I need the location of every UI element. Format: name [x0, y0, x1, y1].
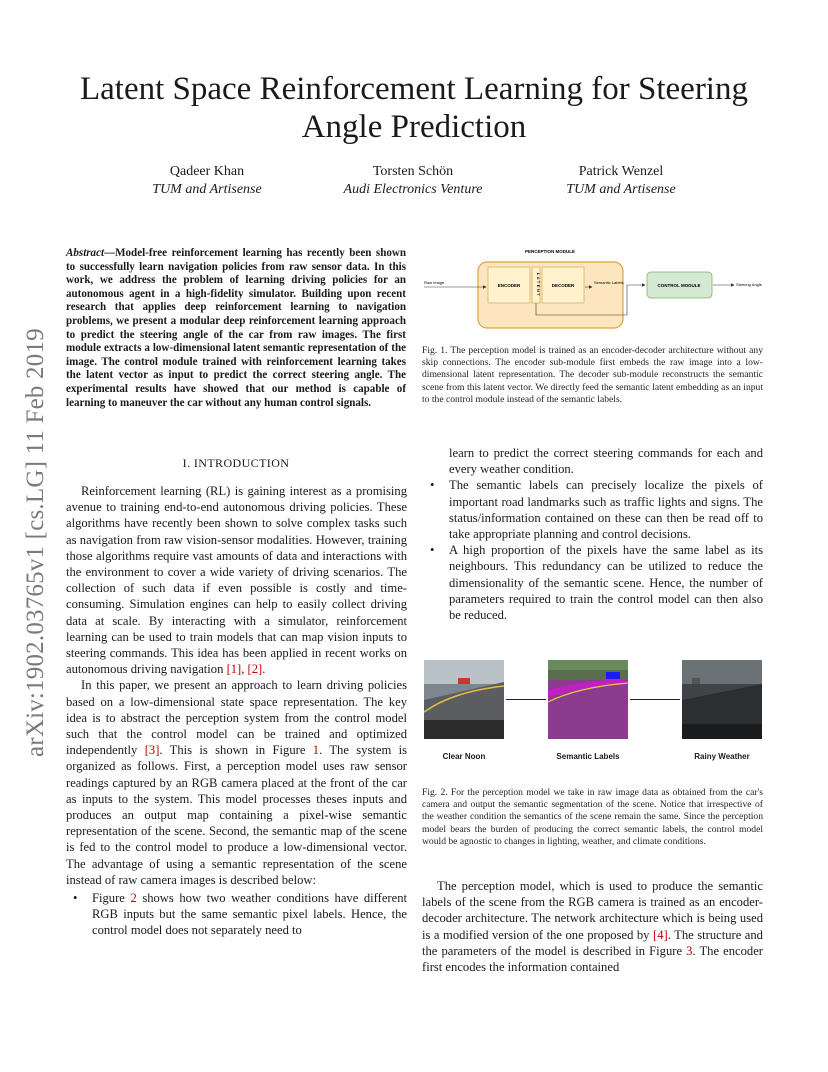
- text-run: The perception model, which is used to produce the semantic labels of the scene from the RGB camera is trained as an encoder-decoder architecture. The network architecture which is being used is a modified version of the one proposed by: [422, 879, 763, 942]
- text-run: . This is shown in Figure: [159, 743, 313, 758]
- text-run: .: [262, 662, 266, 677]
- bullet-glyph: •: [73, 891, 78, 906]
- text-run: shows how two weather conditions have different RGB inputs but the same semantic pixel labels. Hence, the control model does not separately need to: [92, 891, 407, 938]
- author-name: Patrick Wenzel: [578, 164, 664, 179]
- figure-link[interactable]: 3: [686, 943, 693, 958]
- bullet-glyph: •: [430, 478, 435, 493]
- figure-link[interactable]: 1: [312, 743, 320, 758]
- citation-link[interactable]: [2]: [247, 662, 263, 677]
- control-module-label: CONTROL MODULE: [657, 283, 701, 288]
- citation-link[interactable]: [1]: [226, 662, 242, 677]
- section-heading-introduction: I. INTRODUCTION: [182, 456, 290, 470]
- text-run: In this paper, we present an approach to learn driving policies based on a low-dimensional state space representation. The key idea is to abstract the perception system from the control model such that the control model can be trained and optimized independently: [66, 678, 407, 758]
- author-1: [102, 163, 312, 199]
- paragraph: [66, 677, 407, 888]
- clear-noon-photo: [424, 660, 504, 739]
- text-run: Reinforcement learning (RL) is gaining interest as a promising avenue to training end-to-end autonomous driving policies. These algorithms have recently been shown to solve complex tasks such as navigation from raw vision-sensor modalities. However, training those algorithms require vast amounts of data and interactions with the environment to cover a wide variety of driving scenarios. The collection of such data if even possible is costly and time-consuming. Simulation engines can help to easily collect driving data at scale. By interacting with a simulator, reinforcement learning can be used to train models that can map vision inputs to steering commands. This idea has been applied in recent works on autonomous driving navigation: [66, 484, 407, 677]
- text-run: A high proportion of the pixels have the same label as its neighbours. This redundancy can be utilized to reduce the dimensionality of the semantic scene. Hence, the number of parameters required to train the control model can then also be reduced.: [449, 543, 763, 623]
- author-affiliation: TUM and Artisense: [152, 182, 262, 197]
- abstract-text: —Model-free reinforcement learning has recently been shown to successfully learn navigation policies from raw sensor data. In this work, we address the problem of learning driving policies for an autonomous agent in a high-fidelity simulator. Building upon recent research that applies deep reinforcement learning to navigation problems, we present a modular deep reinforcement learning approach to predict the steering angle of the car from raw images. The first module extracts a low-dimensional latent semantic representation of the image. The control module trained with reinforcement learning takes the latent vector as input to predict the correct steering angle. The experimental results have showed that our method is capable of learning to maneuver the car without any human control signals.: [66, 247, 406, 409]
- bullet-item: [430, 477, 763, 542]
- text-run: . The encoder first encodes the information contained: [422, 943, 763, 975]
- perception-module-label: PERCEPTION MODULE: [524, 249, 576, 254]
- text-run: . The system is organized as follows. First, a perception model uses raw sensor readings captured by an RGB camera placed at the front of the car as inputs to the system. This model processes theses inputs and produces an output map containing a pixel-wise semantic representation of the scene. Second, the semantic map of the scene is fed to the control model to produce a low-dimensional vector. The advantage of using a semantic representation of the scene instead of raw camera images is described below:: [66, 743, 407, 887]
- abstract: [66, 247, 406, 410]
- arrow-rainy-to-semantic: [630, 699, 680, 700]
- right-column-bullets: [430, 445, 763, 623]
- figure-2: [422, 657, 763, 777]
- author-name: Torsten Schön: [372, 164, 454, 179]
- figure-link[interactable]: 2: [130, 891, 137, 906]
- author-2: [308, 163, 518, 199]
- steering-angle-label: Steering Angle: [736, 282, 763, 287]
- latent-label: LATENT: [536, 272, 541, 298]
- author-3: [516, 163, 726, 199]
- semantic-labels-label: Semantic Labels: [556, 752, 620, 761]
- bullet-continuation: [430, 445, 763, 477]
- paragraph: [66, 483, 407, 677]
- author-affiliation: Audi Electronics Venture: [343, 182, 483, 197]
- citation-link[interactable]: [3]: [144, 743, 160, 758]
- semantic-labels-text: Semantic Labels: [594, 280, 624, 285]
- figure-2-caption: Fig. 2. For the perception model we take in raw image data as obtained from the car's camera and output the semantic segmentation of the scene. Notice that irrespective of the weather condition the semantics of the scene remain the same. Since the perception model bears the burden of producing the correct semantic labels, the control model would be agnostic to changes in lighting, weather, and climate conditions.: [422, 787, 763, 847]
- encoder-label: ENCODER: [497, 283, 521, 288]
- arrow-clear-to-semantic: [506, 699, 546, 700]
- text-run: . The structure and the parameters of the model is described in Figure: [422, 927, 763, 958]
- rainy-weather-photo: [682, 660, 762, 739]
- arxiv-identifier: arXiv:1902.03765v1 [cs.LG] 11 Feb 2019: [22, 328, 49, 757]
- text-run: learn to predict the correct steering commands for each and every weather condition.: [449, 446, 763, 477]
- figure-1-diagram: [422, 245, 763, 335]
- rainy-weather-label: Rainy Weather: [694, 752, 750, 761]
- figure-1-caption: Fig. 1. The perception model is trained as an encoder-decoder architecture without any skip connections. The encoder sub-module first embeds the raw image into a low-dimensional latent representation. The decoder sub-module reconstructs the semantic scene from this latent vector. We directly feed the semantic latent embedding as an input to the control module instead of the semantic labels.: [422, 345, 763, 405]
- paragraph: [422, 878, 763, 975]
- text-run: The semantic labels can precisely localize the pixels of important road landmarks such as traffic lights and signs. The status/information contained on these can then be read off to take appropriate planning and control decisions.: [449, 478, 763, 542]
- author-affiliation: TUM and Artisense: [566, 182, 676, 197]
- bullet-item: [73, 890, 407, 939]
- text-run: ,: [241, 662, 248, 677]
- paper-title: Latent Space Reinforcement Learning for Steering Angle Prediction: [80, 71, 748, 145]
- left-column: [66, 483, 407, 939]
- author-name: Qadeer Khan: [169, 164, 245, 179]
- decoder-label: DECODER: [551, 283, 575, 288]
- clear-noon-label: Clear Noon: [442, 752, 486, 761]
- semantic-labels-photo: [548, 660, 628, 739]
- abstract-label: Abstract: [66, 247, 105, 259]
- bullet-item: [430, 542, 763, 623]
- raw-image-label: Raw Image: [424, 280, 445, 285]
- bullet-glyph: •: [430, 543, 435, 558]
- right-column-paragraph: [422, 878, 763, 975]
- citation-link[interactable]: [4]: [653, 927, 668, 942]
- text-run: Figure: [92, 891, 131, 906]
